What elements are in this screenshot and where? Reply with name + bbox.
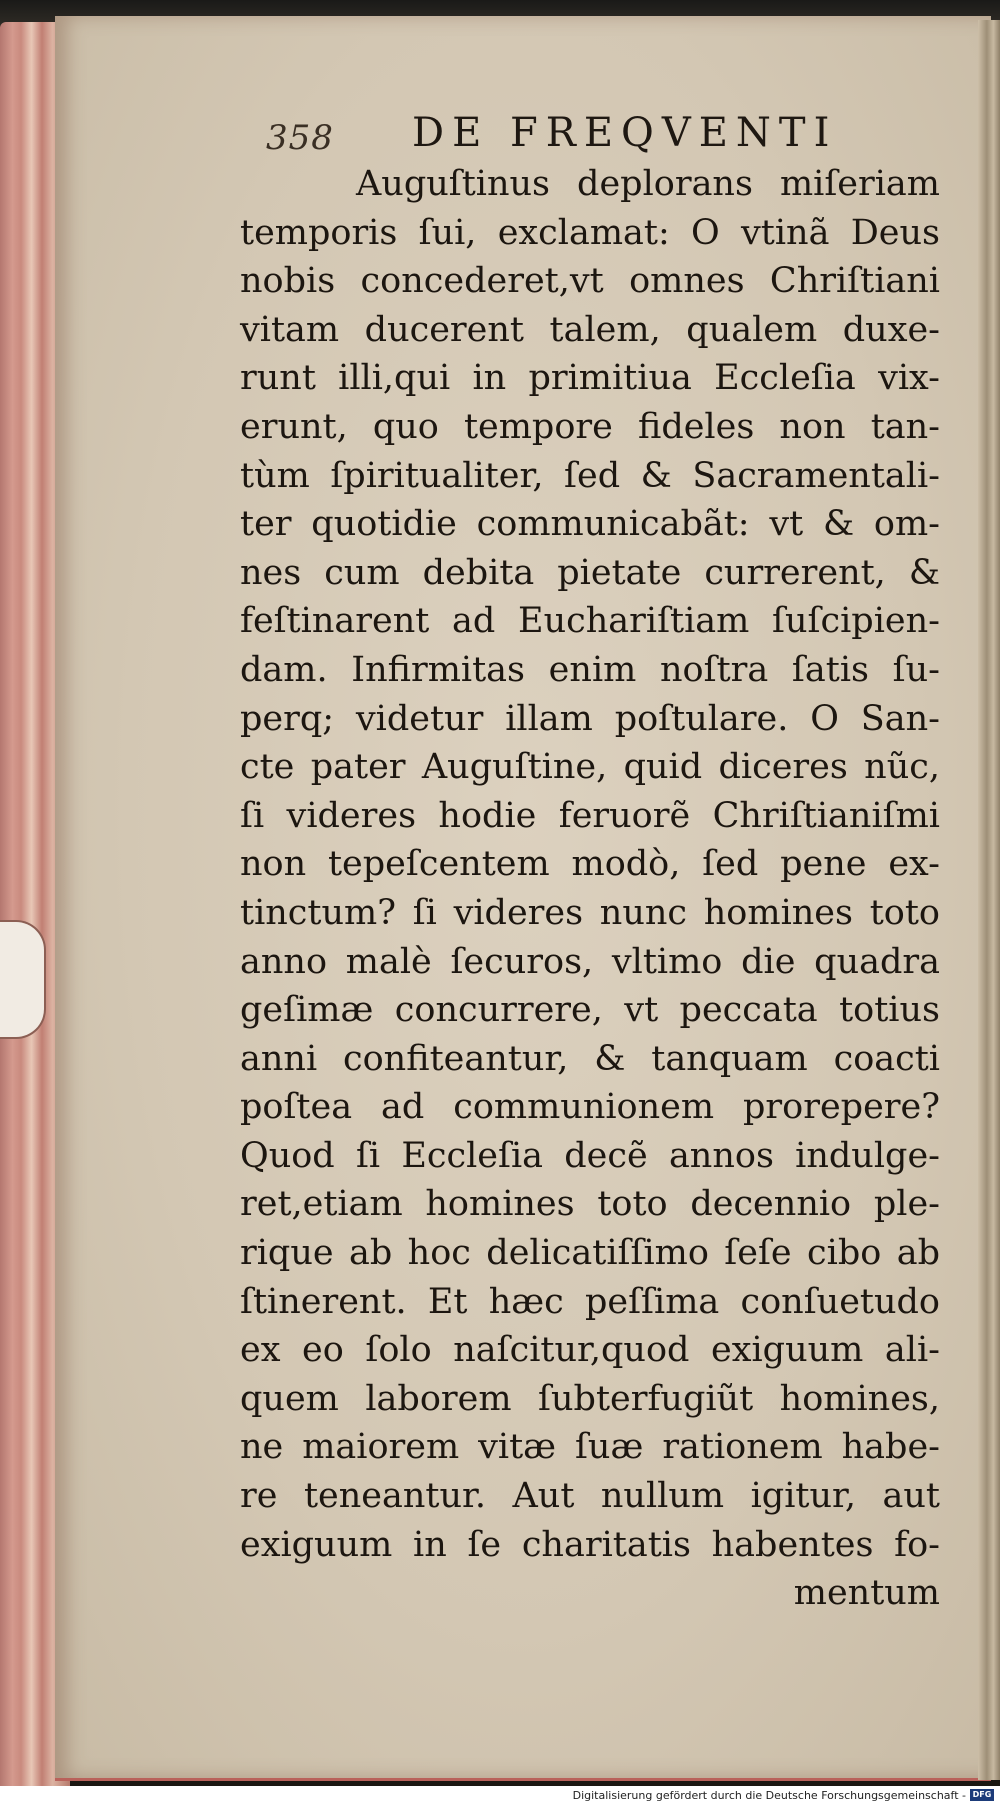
footer-credit: Digitalisierung gefördert durch die Deutsche Forschungsgemeinschaft -: [572, 1789, 966, 1802]
text-line: perq; videtur illam poſtulare. O San-: [240, 698, 940, 739]
text-line: Auguſtinus deplorans miſeriam: [356, 164, 940, 204]
text-line: runt illi,qui in primitiua Eccleſia vix-: [240, 358, 940, 399]
running-title: DE FREQVENTI: [412, 110, 838, 156]
text-line: ſi videres hodie feruorẽ Chriſtianiſmi: [240, 795, 940, 836]
text-line: anni confiteantur, & tanquam coacti: [240, 1038, 940, 1079]
text-line: nobis concederet,vt omnes Chriſtiani: [240, 261, 940, 302]
text-line: Quod ſi Eccleſia decẽ annos indulge-: [240, 1135, 940, 1176]
text-line: ne maiorem vitæ ſuæ rationem habe-: [240, 1427, 940, 1468]
text-line: cte pater Auguſtine, quid diceres nũc,: [240, 747, 940, 788]
text-line: quem laborem ſubterfugiũt homines,: [240, 1378, 940, 1419]
text-line: re teneantur. Aut nullum igitur, aut: [240, 1476, 940, 1517]
text-line: poſtea ad communionem prorepere?: [240, 1087, 940, 1128]
catchword: mentum: [793, 1573, 940, 1614]
text-line: rique ab hoc delicatiſſimo ſeſe cibo ab: [240, 1233, 940, 1274]
text-line: ret,etiam homines toto decennio ple-: [240, 1184, 940, 1225]
text-line: nes cum debita pietate currerent, &: [240, 552, 940, 593]
text-line: vitam ducerent talem, qualem duxe-: [240, 309, 940, 350]
text-block: [240, 160, 940, 1618]
text-line: erunt, quo tempore fideles non tan-: [240, 406, 940, 447]
text-line: tùm ſpiritualiter, ſed & Sacramentali-: [240, 455, 940, 496]
text-line: ter quotidie communicabãt: vt & om-: [240, 504, 940, 545]
page-tab-marker: [0, 920, 46, 1039]
text-line: ex eo ſolo naſcitur,quod exiguum ali-: [240, 1330, 940, 1371]
text-line: anno malè ſecuros, vltimo die quadra: [240, 941, 940, 982]
text-line: temporis ſui, exclamat: O vtinã Deus: [240, 212, 940, 253]
text-line: exiguum in ſe charitatis habentes fo-: [240, 1524, 940, 1565]
text-line: feſtinarent ad Euchariſtiam ſuſcipien-: [240, 601, 940, 642]
dfg-logo-icon: DFG: [970, 1789, 994, 1801]
text-line: dam. Infirmitas enim noſtra ſatis ſu-: [240, 649, 940, 690]
text-line: geſimæ concurrere, vt peccata totius: [240, 990, 940, 1031]
digitization-footer: [0, 1786, 1000, 1805]
text-line: ſtinerent. Et hæc peſſima conſuetudo: [240, 1281, 940, 1322]
text-line: tinctum? ſi videres nunc homines toto: [240, 892, 940, 933]
book-edge-right: [978, 20, 1000, 1780]
text-line: non tepeſcentem modò, ſed pene ex-: [240, 844, 940, 885]
folio-number: 358: [266, 118, 334, 158]
